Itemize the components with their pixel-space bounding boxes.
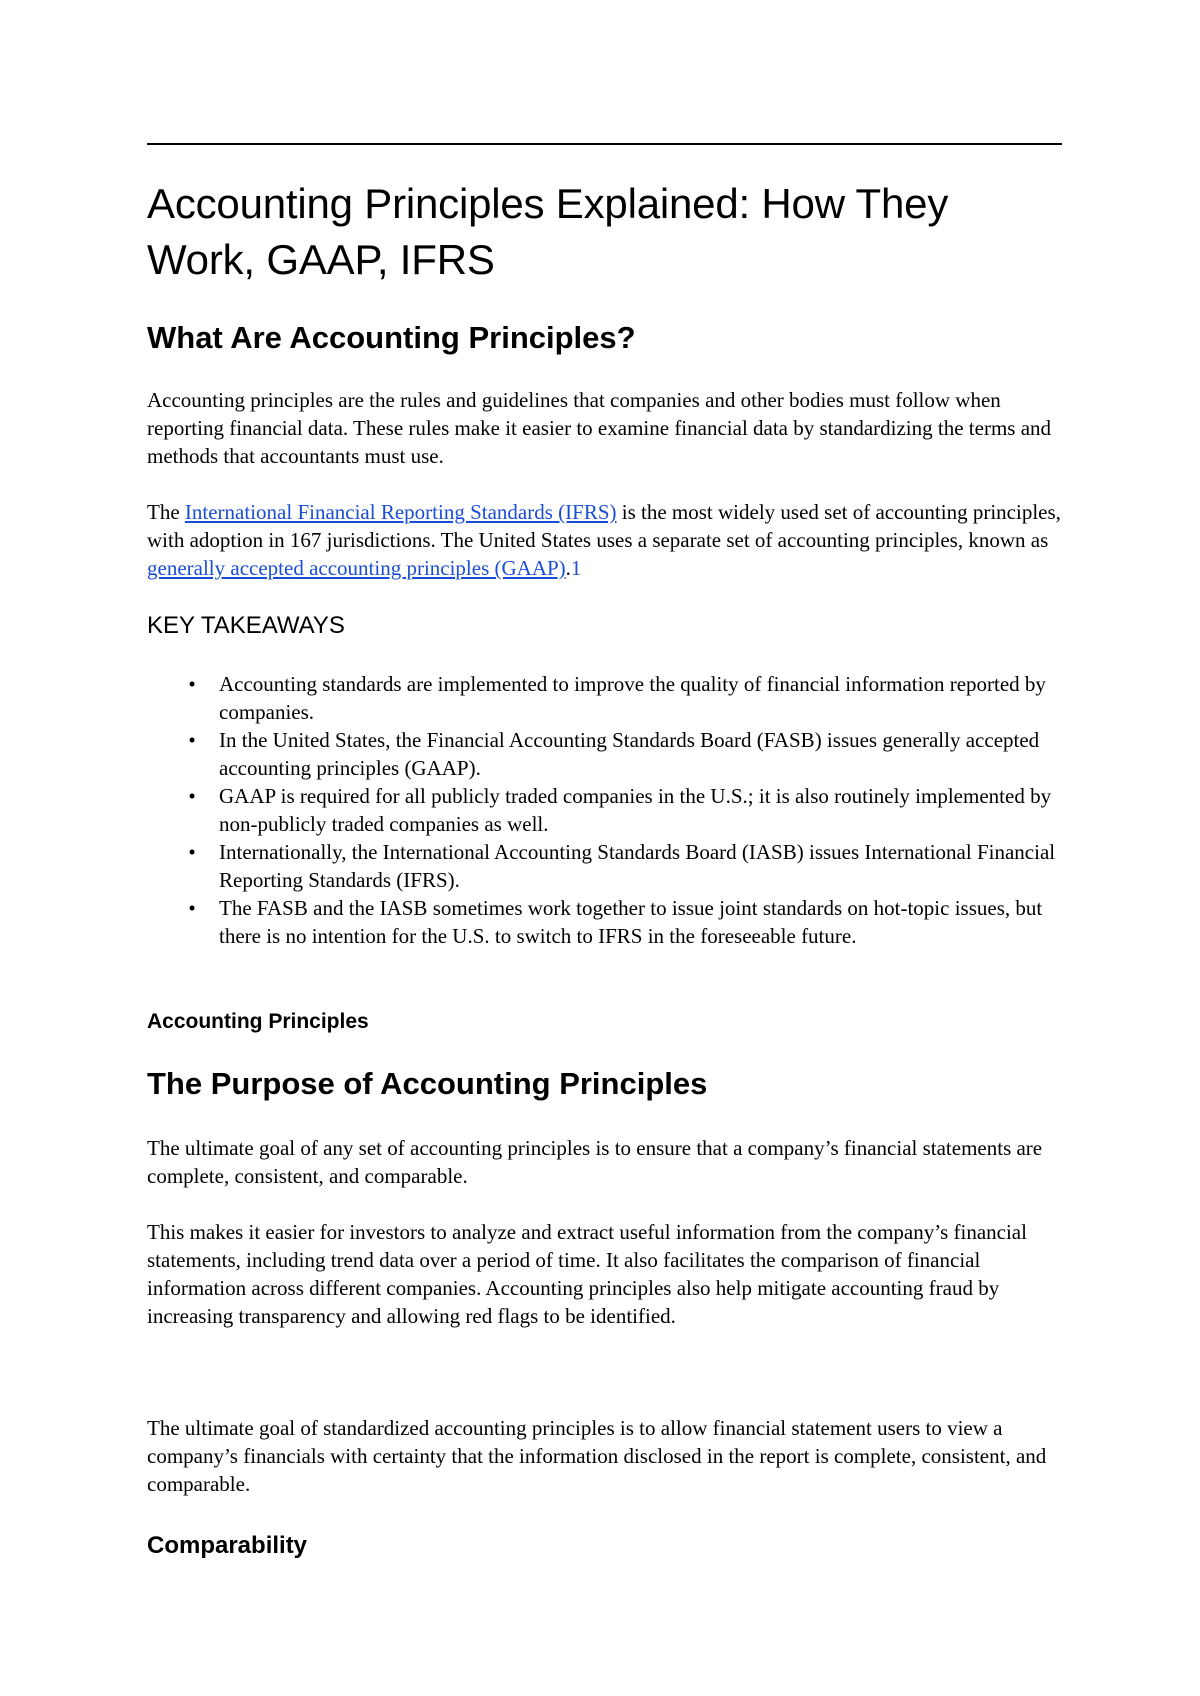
bullet-icon: •: [188, 896, 196, 920]
bullet-icon: •: [188, 672, 196, 696]
takeaway-text: GAAP is required for all publicly traded companies in the U.S.; it is also routinely implemented by non-publicly traded companies as well.: [219, 784, 1052, 836]
key-takeaways-heading: KEY TAKEAWAYS: [147, 612, 345, 639]
takeaway-item-1: [147, 670, 1062, 726]
section1-paragraph-2: [147, 498, 1062, 582]
section-heading-purpose: The Purpose of Accounting Principles: [147, 1066, 708, 1101]
bullet-icon: •: [188, 784, 196, 808]
takeaway-item-5: [147, 894, 1062, 950]
bullet-icon: •: [188, 840, 196, 864]
section2-paragraph-2: This makes it easier for investors to analyze and extract useful information from the company’s financial statements, including trend data over a period of time. It also facilitates the comparison of financial information across different companies. Accounting principles also help mitigate accounting fraud by increasing transparency and allowing red flags to be identified.: [147, 1220, 1027, 1328]
section1-paragraph-1: Accounting principles are the rules and guidelines that companies and other bodies must follow when reporting financial data. These rules make it easier to examine financial data by standardizing the terms and methods that accountants must use.: [147, 388, 1052, 468]
gaap-link[interactable]: generally accepted accounting principles (GAAP): [147, 556, 566, 580]
takeaway-item-3: [147, 782, 1062, 838]
paragraph-text: is the most widely used set of accounting principles, with adoption in 167 jurisdictions. The United States uses a separate set of accounting principles, known as: [147, 500, 1061, 552]
key-takeaways-list: [147, 670, 1062, 950]
comparability-heading: Comparability: [147, 1532, 308, 1559]
section2-paragraph-1: The ultimate goal of any set of accounting principles is to ensure that a company’s financial statements are complete, consistent, and comparable.: [147, 1136, 1043, 1188]
top-horizontal-rule: [147, 143, 1062, 145]
section-heading-what-are-accounting-principles: What Are Accounting Principles?: [147, 320, 636, 355]
accounting-principles-subheading: Accounting Principles: [147, 1010, 369, 1033]
ifrs-link[interactable]: International Financial Reporting Standards (IFRS): [184, 500, 617, 524]
takeaway-item-2: [147, 726, 1062, 782]
takeaway-item-4: [147, 838, 1062, 894]
paragraph-text: .: [565, 556, 571, 580]
document-title: Accounting Principles Explained: How They Work, GAAP, IFRS: [147, 180, 949, 283]
takeaway-text: Internationally, the International Accounting Standards Board (IASB) issues International Financial Reporting Standards (IFRS).: [219, 840, 1056, 892]
footnote-reference-1[interactable]: 1: [570, 556, 582, 580]
takeaway-text: In the United States, the Financial Accounting Standards Board (FASB) issues generally accepted accounting principles (GAAP).: [219, 728, 1040, 780]
takeaway-text: The FASB and the IASB sometimes work together to issue joint standards on hot-topic issues, but there is no intention for the U.S. to switch to IFRS in the foreseeable future.: [219, 896, 1043, 948]
paragraph-text: The: [147, 500, 185, 524]
takeaway-text: Accounting standards are implemented to improve the quality of financial information reported by companies.: [219, 672, 1046, 724]
section2-paragraph-3: The ultimate goal of standardized accounting principles is to allow financial statement users to view a company’s financials with certainty that the information disclosed in the report is complete, consistent, and comparable.: [147, 1416, 1047, 1496]
bullet-icon: •: [188, 728, 196, 752]
